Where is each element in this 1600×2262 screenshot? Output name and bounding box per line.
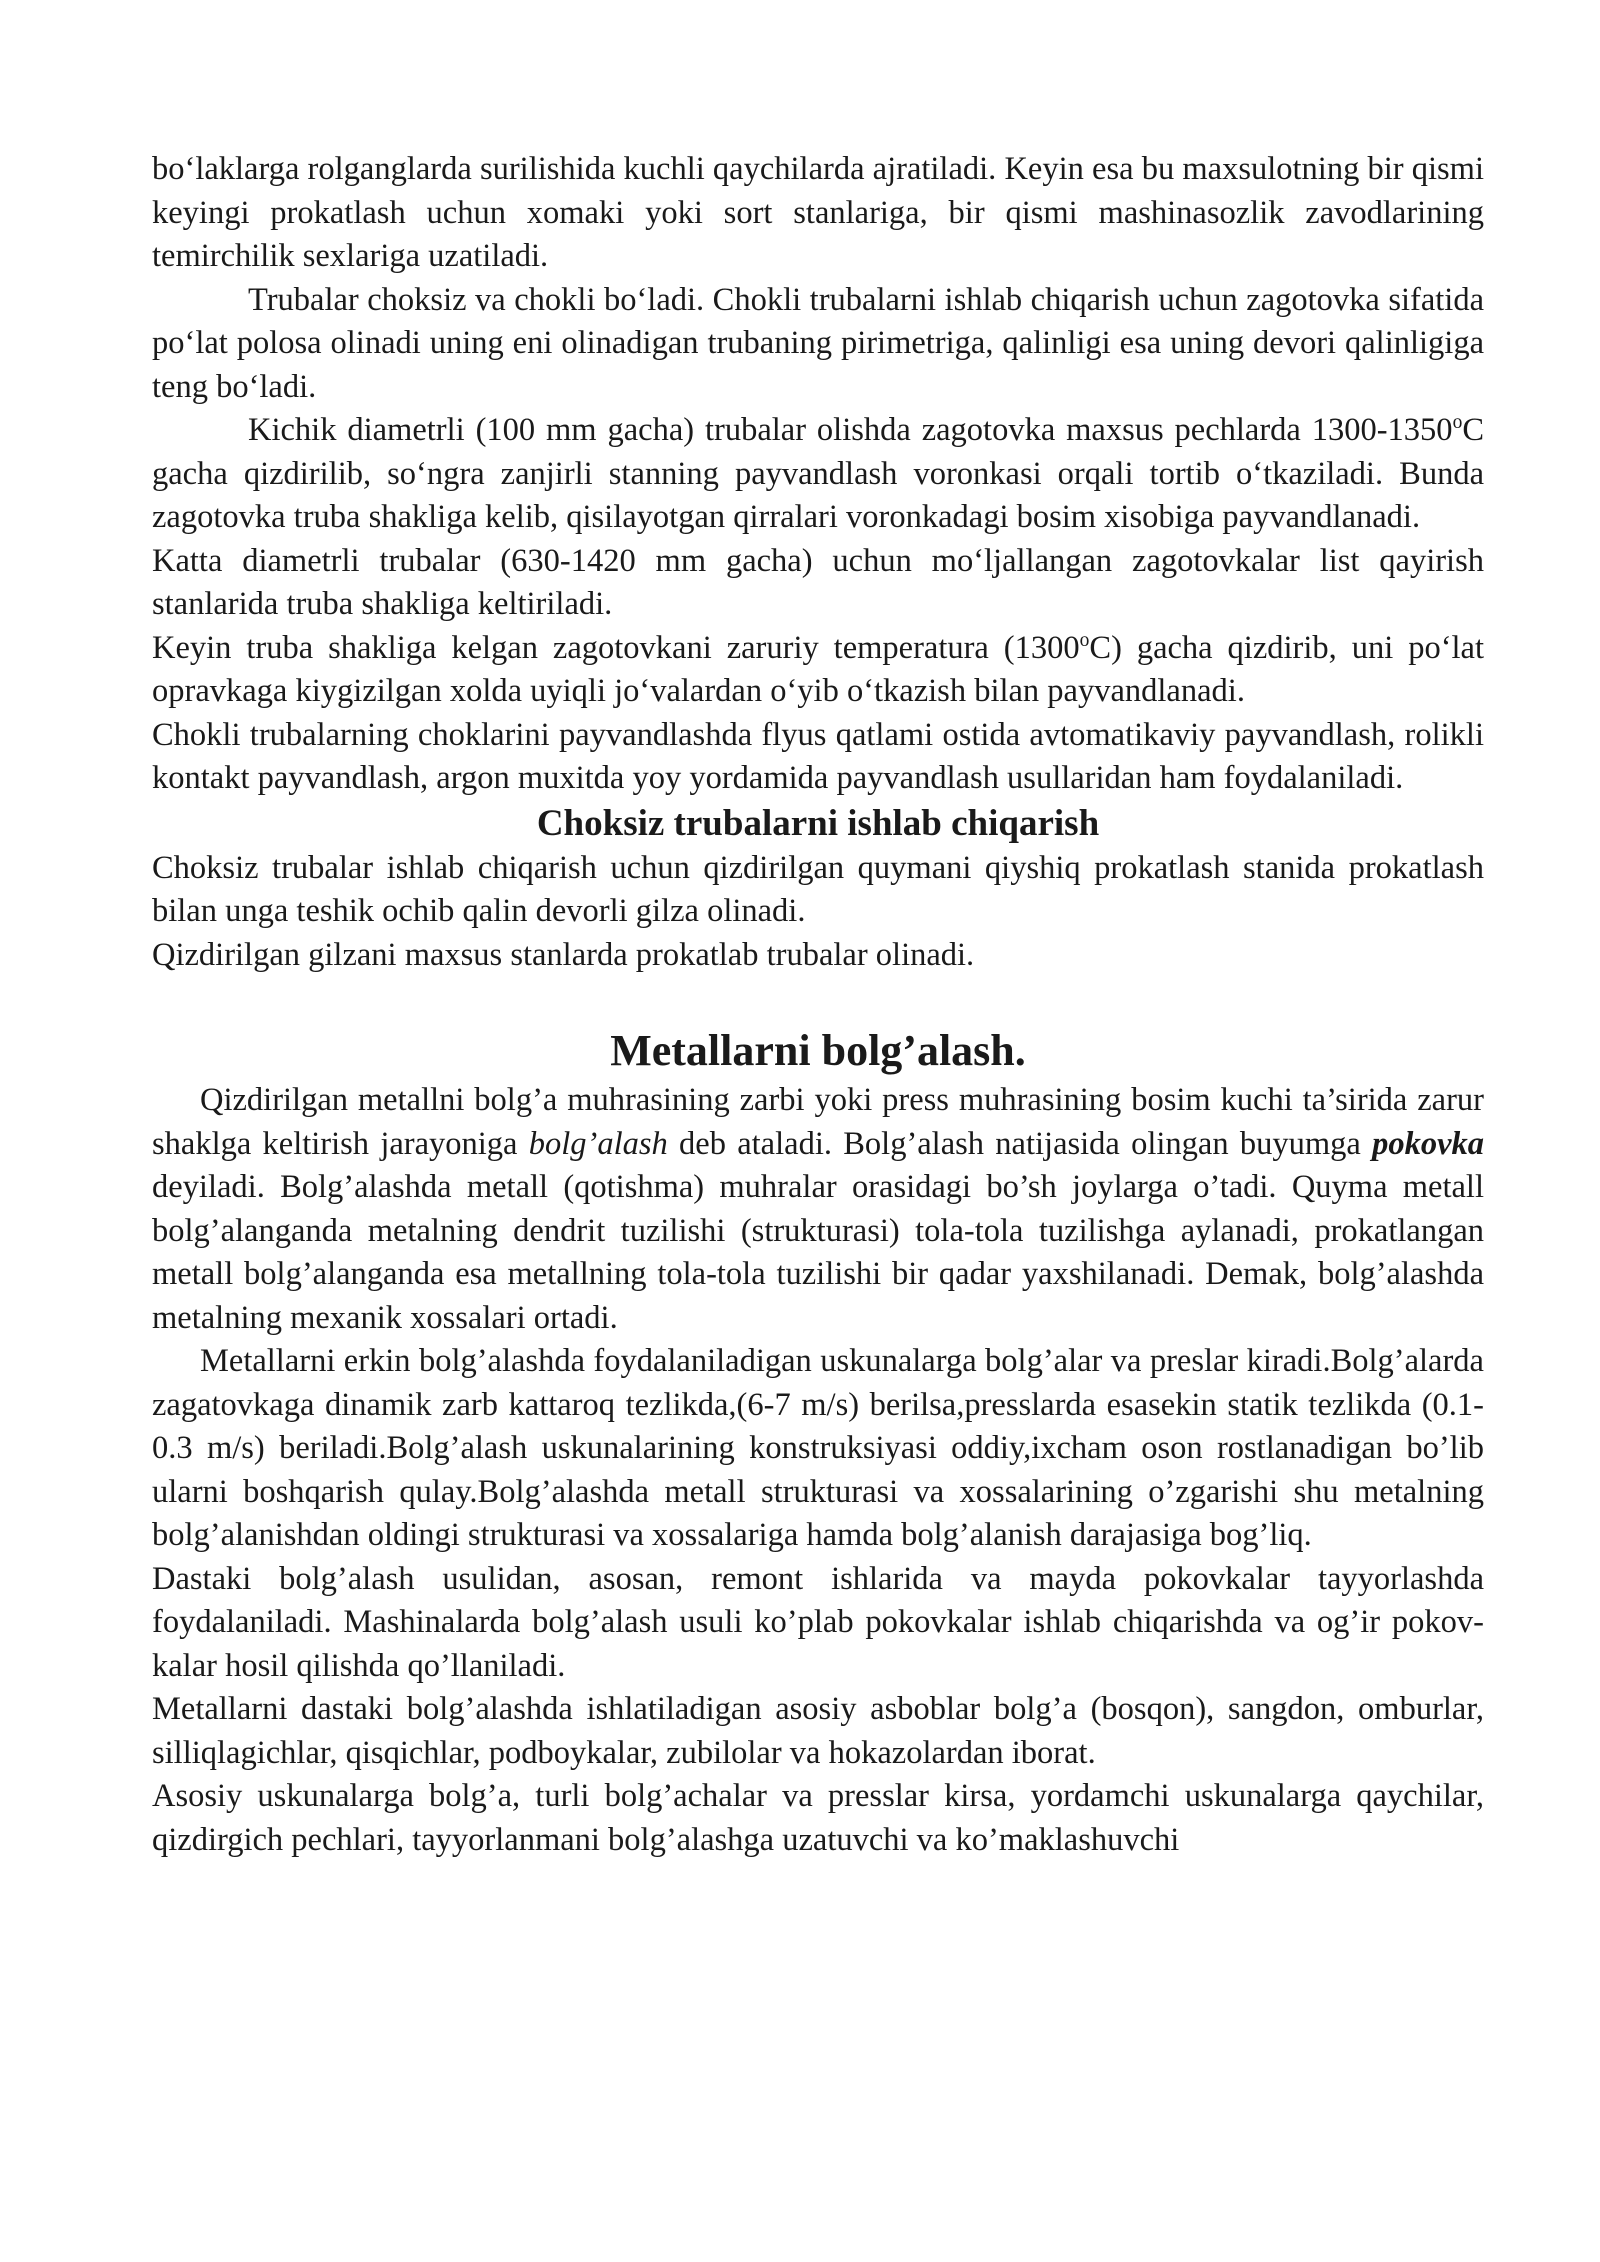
paragraph-main-equipment: Asosiy uskunalarga bolg’a, turli bolg’achalar va presslar kirsa, yordamchi uskunalarga qaychilar, qizdirgich pechlari, tayyorlanmani bolg’alashga uzatuvchi va ko’maklashuvchi [152,1778,1484,1858]
text-segment: C) gacha qizdirib, uni po‘lat opravkaga kiygizilgan xolda uyiqli jo‘valardan o‘yib o‘tkazish bilan payvandlanadi. [152,629,1484,709]
paragraph-welding-methods: Chokli trubalarning choklarini payvandlashda flyus qatlami ostida avtomatikaviy payvandlash, rolikli kontakt payvandlash, argon muxitda yoy yordamida payvandlash usullaridan ham foydalaniladi. [152,716,1484,796]
degree-superscript: o [1452,412,1463,434]
paragraph-sleeve-rolling: Qizdirilgan gilzani maxsus stanlarda prokatlab trubalar olinadi. [152,936,975,973]
text-segment: Qizdirilgan metallni bolg’a muhrasining zarbi yoki press muhrasining bosim kuchi ta’sirida zarur shaklga keltirish jarayoniga [152,1082,1484,1162]
paragraph-seamless-production: Choksiz trubalar ishlab chiqarish uchun qizdirilgan quymani qiyshiq prokatlash stanida prokatlash bilan unga teshik ochib qalin devorli gilza olinadi. [152,849,1484,929]
paragraph-manual-forging: Dastaki bolg’alash usulidan, asosan, remont ishlarida va mayda pokovkalar tayyorlashda foydalaniladi. Mashinalarda bolg’alash usuli ko’plab pokovkalar ishlab chiqarishda va og’ir pokov-kalar hosil qilishda qo’llaniladi. [152,1560,1484,1684]
degree-superscript: o [1079,629,1090,651]
document-page [152,148,1484,1862]
paragraph-large-diameter-pipes: Katta diametrli trubalar (630-1420 mm gacha) uchun mo‘ljallangan zagotovkalar list qayirish stanlarida truba shakliga keltiriladi. [152,542,1484,622]
paragraph-pipe-types: Trubalar choksiz va chokli bo‘ladi. Chokli trubalarni ishlab chiqarish uchun zagotovka sifatida po‘lat polosa olinadi uning eni olinadigan trubaning pirimetriga, qalinligi esa uning devori qalinligiga teng bo‘ladi. [152,281,1484,405]
paragraph-forging-definition [152,1079,1484,1340]
paragraph-manual-tools: Metallarni dastaki bolg’alashda ishlatiladigan asosiy asboblar bolg’a (bosqon), sangdon, omburlar, silliqlagichlar, qisqichlar, podboykalar, zubilolar va hokazolardan iborat. [152,1691,1484,1771]
text-segment: deyiladi. Bolg’alashda metall (qotishma) muhralar orasidagi bo’sh joylarga o’tadi. Quyma metall bolg’alanganda metalning dendrit tuzilishi (strukturasi) tola-tola tuzilishga aylanadi, prokatlangan metall bolg’alanganda esa metallning tola-tola tuzilishi bir qadar yaxshilanadi. Demak, bolg’alashda metalning mexanik xossalari ortadi. [152,1169,1484,1336]
section-heading-seamless-pipes: Choksiz trubalarni ishlab chiqarish [536,802,1100,844]
text-segment: Keyin truba shakliga kelgan zagotovkani zaruriy temperatura (1300 [152,629,1080,666]
paragraph-small-diameter-pipes [152,409,1484,540]
paragraph-forging-equipment: Metallarni erkin bolg’alashda foydalaniladigan uskunalarga bolg’alar va preslar kiradi.Bolg’alarda zagatovkaga dinamik zarb kattaroq tezlikda,(6-7 m/s) berilsa,presslarda esasekin statik tezlikda (0.1-0.3 m/s) beriladi.Bolg’alash uskunalarining konstruksiyasi oddiy,ixcham oson rostlanadigan bo’lib ularni boshqarish qulay.Bolg’alashda metall strukturasi va xossalarining o’zgarishi shu metalning bolg’alanishdan oldingi strukturasi va xossalariga hamda bolg’alanish darajasiga bog’liq. [152,1343,1484,1553]
section-heading-forging: Metallarni bolg’alash. [610,1026,1026,1075]
term-pokovka: pokovka [1372,1125,1485,1162]
text-segment: deb ataladi. Bolg’alash natijasida olingan buyumga [667,1125,1373,1162]
paragraph-rolling-cutting: bo‘laklarga rolganglarda surilishida kuchli qaychilarda ajratiladi. Keyin esa bu maxsulotning bir qismi keyingi prokatlash uchun xomaki yoki sort stanlariga, bir qismi mashinasozlik zavodlarining temirchilik sexlariga uzatiladi. [152,151,1484,274]
text-segment: Kichik diametrli (100 mm gacha) trubalar olishda zagotovka maxsus pechlarda 1300-1350 [248,412,1453,448]
text-segment: C gacha qizdirilib, so‘ngra zanjirli stanning payvandlash voronkasi orqali tortib o‘tkaziladi. Bunda zagotovka truba shakliga kelib, qisilayotgan qirralari voronkadagi bosim xisobiga payvandlanadi. [152,412,1484,535]
paragraph-heating-welding [152,627,1484,714]
term-forging: bolg’alash [528,1125,668,1162]
